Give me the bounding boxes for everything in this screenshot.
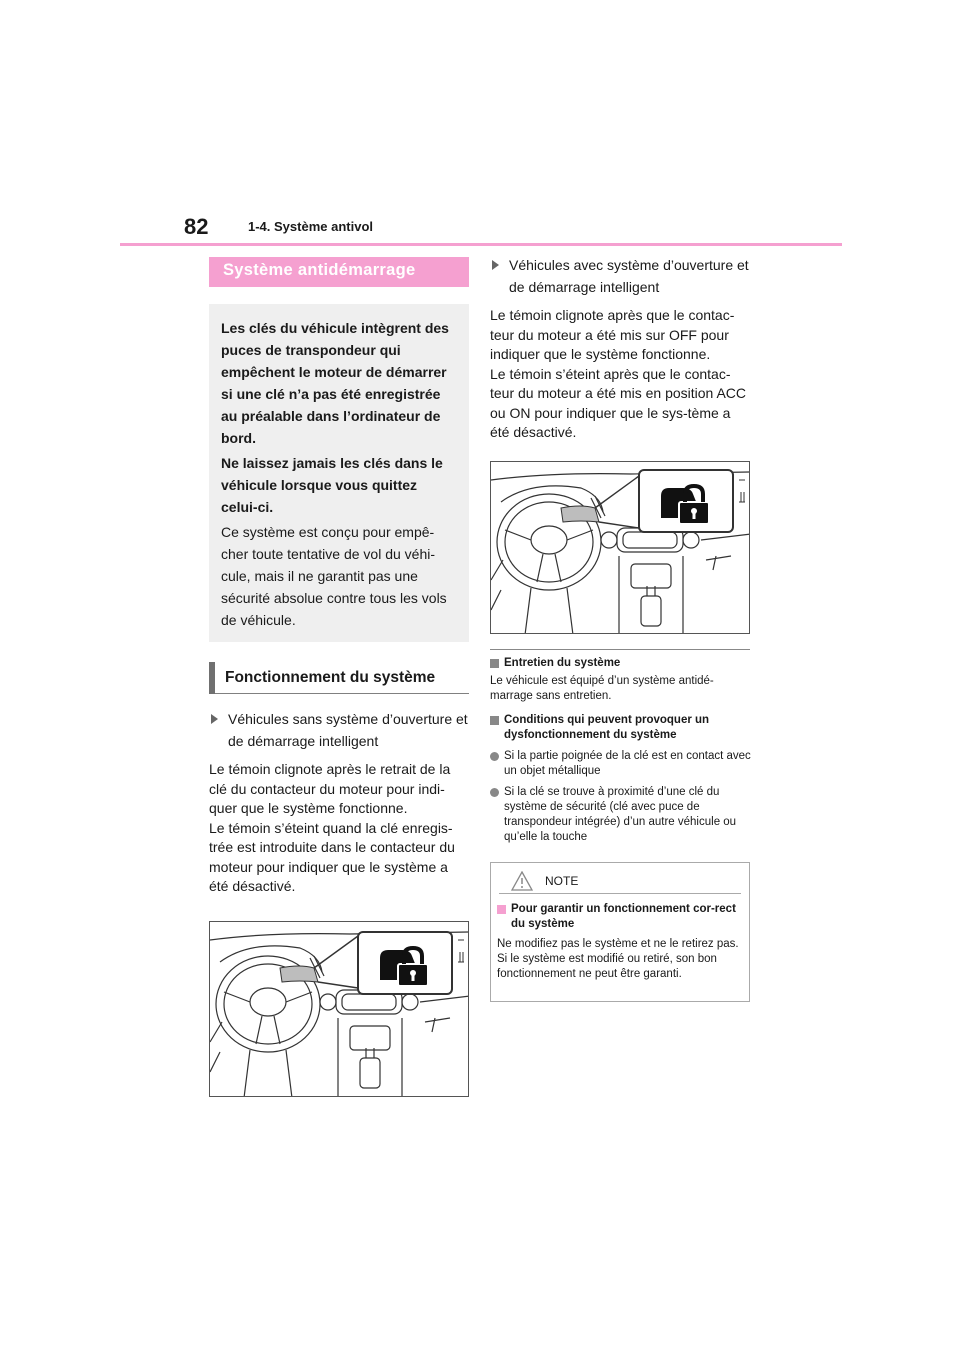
body-text: Le témoin s’éteint après que le contac-teur du moteur a été mis en position ACC ou ON pour indiquer que le sys-tème a été désactivé. [490,365,747,440]
list-item-text: Si la partie poignée de la clé est en contact avec un objet métallique [504,749,751,777]
body-text: Le témoin clignote après le retrait de la clé du contacteur du moteur pour indi-quer que le système fonctionne. [209,761,451,816]
body-text: Le témoin clignote après que le contac-teur du moteur a été mis sur OFF pour indiquer que le système fonctionne. [490,307,735,362]
square-bullet-icon [490,659,499,668]
note-heading [497,902,743,932]
note-box-header [491,863,749,893]
warning-triangle-icon [511,871,533,891]
left-column [209,257,471,1097]
note-text: Le véhicule est équipé d’un système antidé-marrage sans entretien. [490,674,714,702]
body-text: Le témoin s’éteint quand la clé enregis-trée est introduite dans le contacteur du moteur pour indiquer que le système a été désactivé. [209,819,455,894]
note-box-content [491,894,749,982]
condition-heading [209,708,471,752]
condition-text: Véhicules avec système d’ouverture et de démarrage intelligent [509,257,749,295]
note-heading [490,713,752,743]
notes-divider [490,649,750,650]
note-heading-text: Conditions qui peuvent provoquer un dysfonctionnement du système [504,713,710,741]
dashboard-illustration [490,461,750,634]
intro-paragraph: Les clés du véhicule intègrent des puces de transpondeur qui empêchent le moteur de démarrer si une clé n’a pas été enregistrée au préalable dans l’ordinateur de bord. [221,320,449,446]
triangle-bullet-icon [211,714,218,724]
dot-bullet-icon [490,752,499,761]
condition-text: Véhicules sans système d’ouverture et de démarrage intelligent [228,711,468,749]
square-bullet-icon [497,905,506,914]
list-item-text: Si la clé se trouve à proximité d’une clé du système de sécurité (clé avec puce de transpondeur intégrée) d’un autre véhicule ou qu’elle la touche [504,785,737,843]
section-title: Système antidémarrage [209,257,469,287]
dashboard-illustration [209,921,469,1097]
list-item [490,749,752,779]
note-heading-text: Pour garantir un fonctionnement cor-rect du système [511,903,736,930]
subsection-title [209,662,469,694]
dot-bullet-icon [490,788,499,797]
right-column [490,254,752,845]
subsection-title-text: Fonctionnement du système [225,668,436,686]
square-bullet-icon [490,716,499,725]
intro-paragraph: Ce système est conçu pour empê-cher toute tentative de vol du véhi-cule, mais il ne garantit pas une sécurité absolue contre tous les vols de véhicule. [221,524,447,628]
intro-box [209,304,469,642]
header-rule [120,243,842,246]
intro-paragraph: Ne laissez jamais les clés dans le véhicule lorsque vous quittez celui-ci. [221,455,443,515]
list-item [490,785,752,845]
note-heading-text: Entretien du système [504,656,621,669]
note-label: NOTE [545,874,579,888]
triangle-bullet-icon [492,260,499,270]
note-box [490,862,750,1002]
page-number: 82 [184,214,209,239]
dashboard-drawing [210,922,469,1097]
note-heading [490,656,752,671]
dashboard-drawing [491,462,750,634]
note-text: Ne modifiez pas le système et ne le retirez pas. Si le système est modifié ou retiré, son bon fonctionnement ne peut être garanti. [497,938,739,980]
section-path: 1-4. Système antivol [248,219,373,234]
condition-heading [490,254,752,298]
